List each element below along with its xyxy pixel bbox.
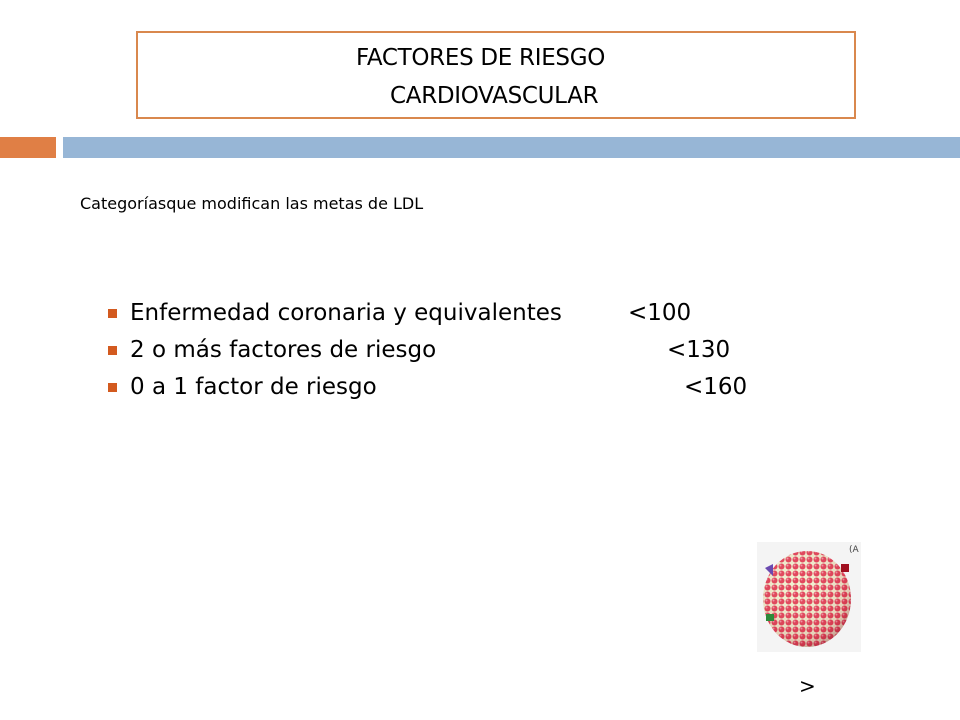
- accent-bar-blue: [63, 137, 960, 158]
- square-bullet-icon: [108, 346, 117, 355]
- list-item-value: <100: [628, 300, 692, 326]
- title-line-1: FACTORES DE RIESGO: [356, 45, 606, 71]
- footer-symbol: >: [799, 674, 816, 698]
- list-item-label: Enfermedad coronaria y equivalentes: [130, 300, 562, 326]
- list-item-value: <130: [667, 337, 731, 363]
- image-caption: (A: [849, 545, 859, 555]
- square-bullet-icon: [108, 309, 117, 318]
- list-item-value: <160: [684, 374, 748, 400]
- title-box: [136, 31, 856, 119]
- subtitle: Categoríasque modifican las metas de LDL: [80, 194, 424, 213]
- square-bullet-icon: [108, 383, 117, 392]
- title-line-2: CARDIOVASCULAR: [390, 83, 599, 109]
- list-item-label: 0 a 1 factor de riesgo: [130, 374, 377, 400]
- ldl-particle-image: [757, 542, 861, 652]
- accent-bar-orange: [0, 137, 56, 158]
- list-item-label: 2 o más factores de riesgo: [130, 337, 437, 363]
